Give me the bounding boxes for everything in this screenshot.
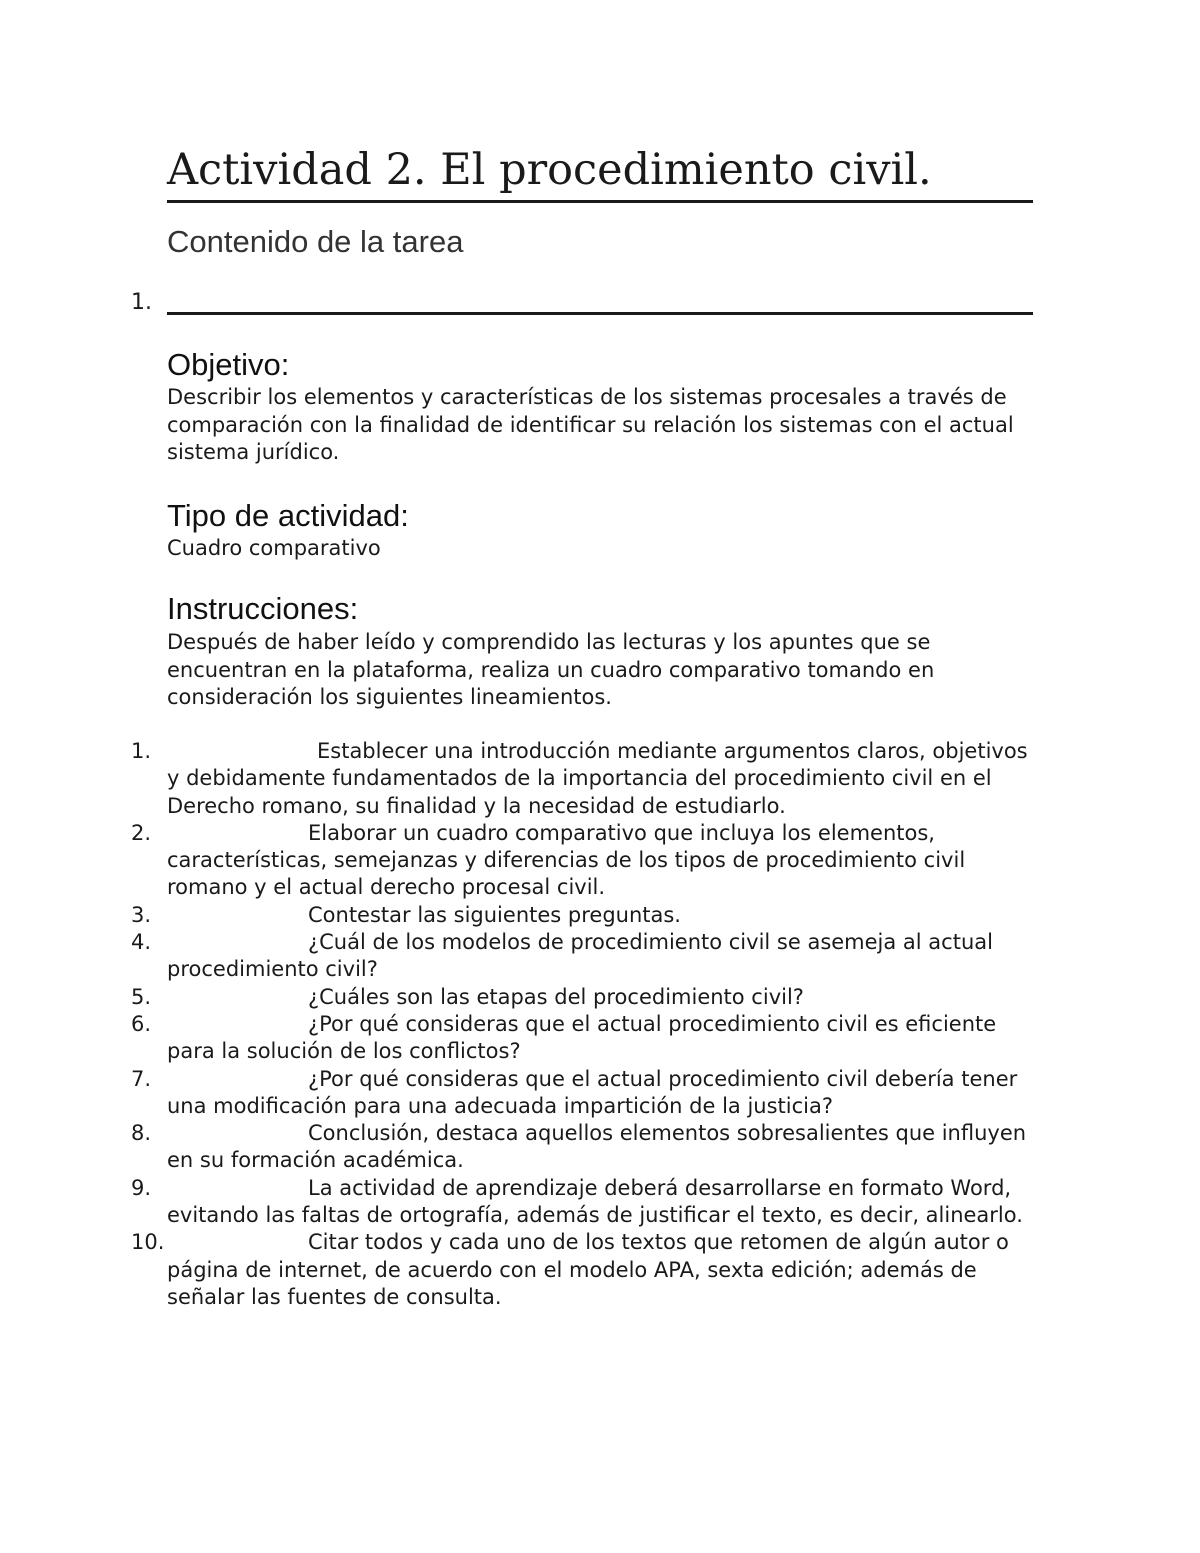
list-item-number: 3. xyxy=(131,902,152,927)
content-list-number: 1. xyxy=(131,290,152,315)
list-item xyxy=(0,1011,1042,1066)
tipo-actividad-text: Cuadro comparativo xyxy=(167,536,381,560)
list-item-text: Elaborar un cuadro comparativo que incluya los elementos, características, semejanzas y diferencias de los tipos de procedimiento civil romano y el actual derecho procesal civil. xyxy=(167,820,966,900)
list-item-text: La actividad de aprendizaje deberá desarrollarse en formato Word, evitando las faltas de ortografía, además de justificar el texto, es decir, alinearlo. xyxy=(167,1175,1023,1228)
list-item-text: Conclusión, destaca aquellos elementos sobresalientes que influyen en su formación académica. xyxy=(167,1121,1027,1173)
guidelines-list xyxy=(0,738,1200,1311)
list-item-number: 9. xyxy=(131,1175,152,1200)
document-title: Actividad 2. El procedimiento civil. xyxy=(167,140,1033,203)
list-item xyxy=(0,929,1042,984)
list-item xyxy=(0,902,1042,929)
list-item-text: Contestar las siguientes preguntas. xyxy=(308,902,681,927)
list-item-number: 7. xyxy=(131,1066,152,1091)
list-item xyxy=(0,820,1042,902)
list-item-number: 10. xyxy=(131,1230,165,1255)
list-item-text: Citar todos y cada uno de los textos que retomen de algún autor o página de internet, de acuerdo con el modelo APA, sexta edición; además de señalar las fuentes de consulta. xyxy=(167,1230,1009,1309)
list-item-number: 2. xyxy=(131,820,152,845)
list-item-number: 8. xyxy=(131,1121,152,1146)
blank-underline xyxy=(167,312,1033,315)
list-item-number: 5. xyxy=(131,984,152,1009)
list-item xyxy=(0,1175,1042,1230)
list-item-text: ¿Por qué consideras que el actual procedimiento civil debería tener una modificación para una adecuada impartición de la justicia? xyxy=(167,1066,1018,1118)
list-item xyxy=(0,984,1042,1011)
list-item xyxy=(0,1066,1042,1121)
list-item-text: ¿Cuál de los modelos de procedimiento civil se asemeja al actual procedimiento civil? xyxy=(167,930,993,982)
list-item xyxy=(0,1120,1042,1175)
document-subtitle: Contenido de la tarea xyxy=(167,224,464,259)
tipo-actividad-heading: Tipo de actividad: xyxy=(167,498,409,533)
list-item xyxy=(0,1229,1042,1311)
instrucciones-heading: Instrucciones: xyxy=(167,591,359,626)
objetivo-text: Describir los elementos y características de los sistemas procesales a través de comparación con la finalidad de identificar su relación los sistemas con el actual sistema jurídico. xyxy=(167,385,1014,464)
list-item xyxy=(0,738,1042,820)
list-item-number: 6. xyxy=(131,1011,152,1036)
list-item-text: Establecer una introducción mediante argumentos claros, objetivos y debidamente fundamentados de la importancia del procedimiento civil en el Derecho romano, su finalidad y la necesidad de estudiarlo. xyxy=(167,739,1028,818)
list-item-text: ¿Cuáles son las etapas del procedimiento civil? xyxy=(308,984,804,1009)
instrucciones-text: Después de haber leído y comprendido las lecturas y los apuntes que se encuentran en la plataforma, realiza un cuadro comparativo tomando en consideración los siguientes lineamientos. xyxy=(167,630,935,709)
list-item-number: 1. xyxy=(131,739,152,763)
list-item-text: ¿Por qué consideras que el actual procedimiento civil es eficiente para la solución de los conflictos? xyxy=(167,1011,997,1064)
list-item-number: 4. xyxy=(131,930,152,955)
objetivo-heading: Objetivo: xyxy=(167,347,290,382)
